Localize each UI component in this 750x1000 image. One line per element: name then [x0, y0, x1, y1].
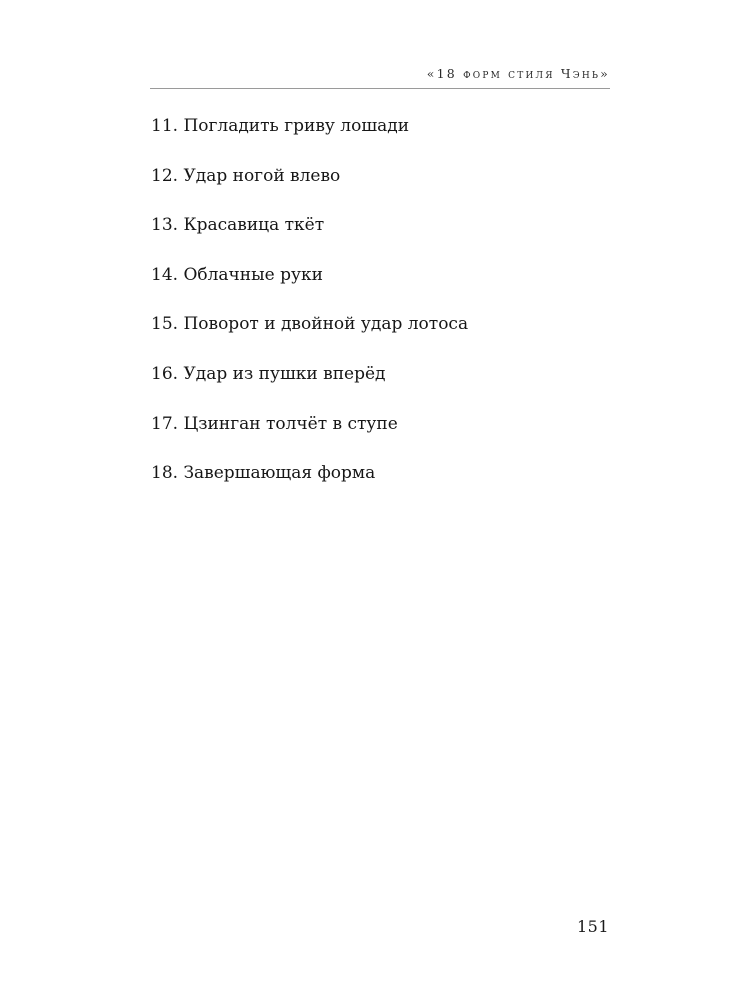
running-header — [150, 64, 610, 89]
page-number: 151 — [576, 917, 609, 936]
list-item: 18. Завершающая форма — [151, 463, 376, 484]
form-list — [151, 114, 468, 511]
list-item: 14. Облачные руки — [151, 264, 323, 285]
list-item: 12. Удар ногой влево — [151, 165, 341, 186]
list-item: 16. Удар из пушки вперёд — [151, 363, 386, 384]
running-header-title: «18 форм стиля Чэнь» — [426, 66, 610, 81]
list-item: 17. Цзинган толчёт в ступе — [151, 413, 398, 434]
list-item: 11. Погладить гриву лошади — [151, 116, 410, 136]
list-item: 13. Красавица ткёт — [151, 215, 325, 236]
list-item: 15. Поворот и двойной удар лотоса — [151, 314, 469, 335]
